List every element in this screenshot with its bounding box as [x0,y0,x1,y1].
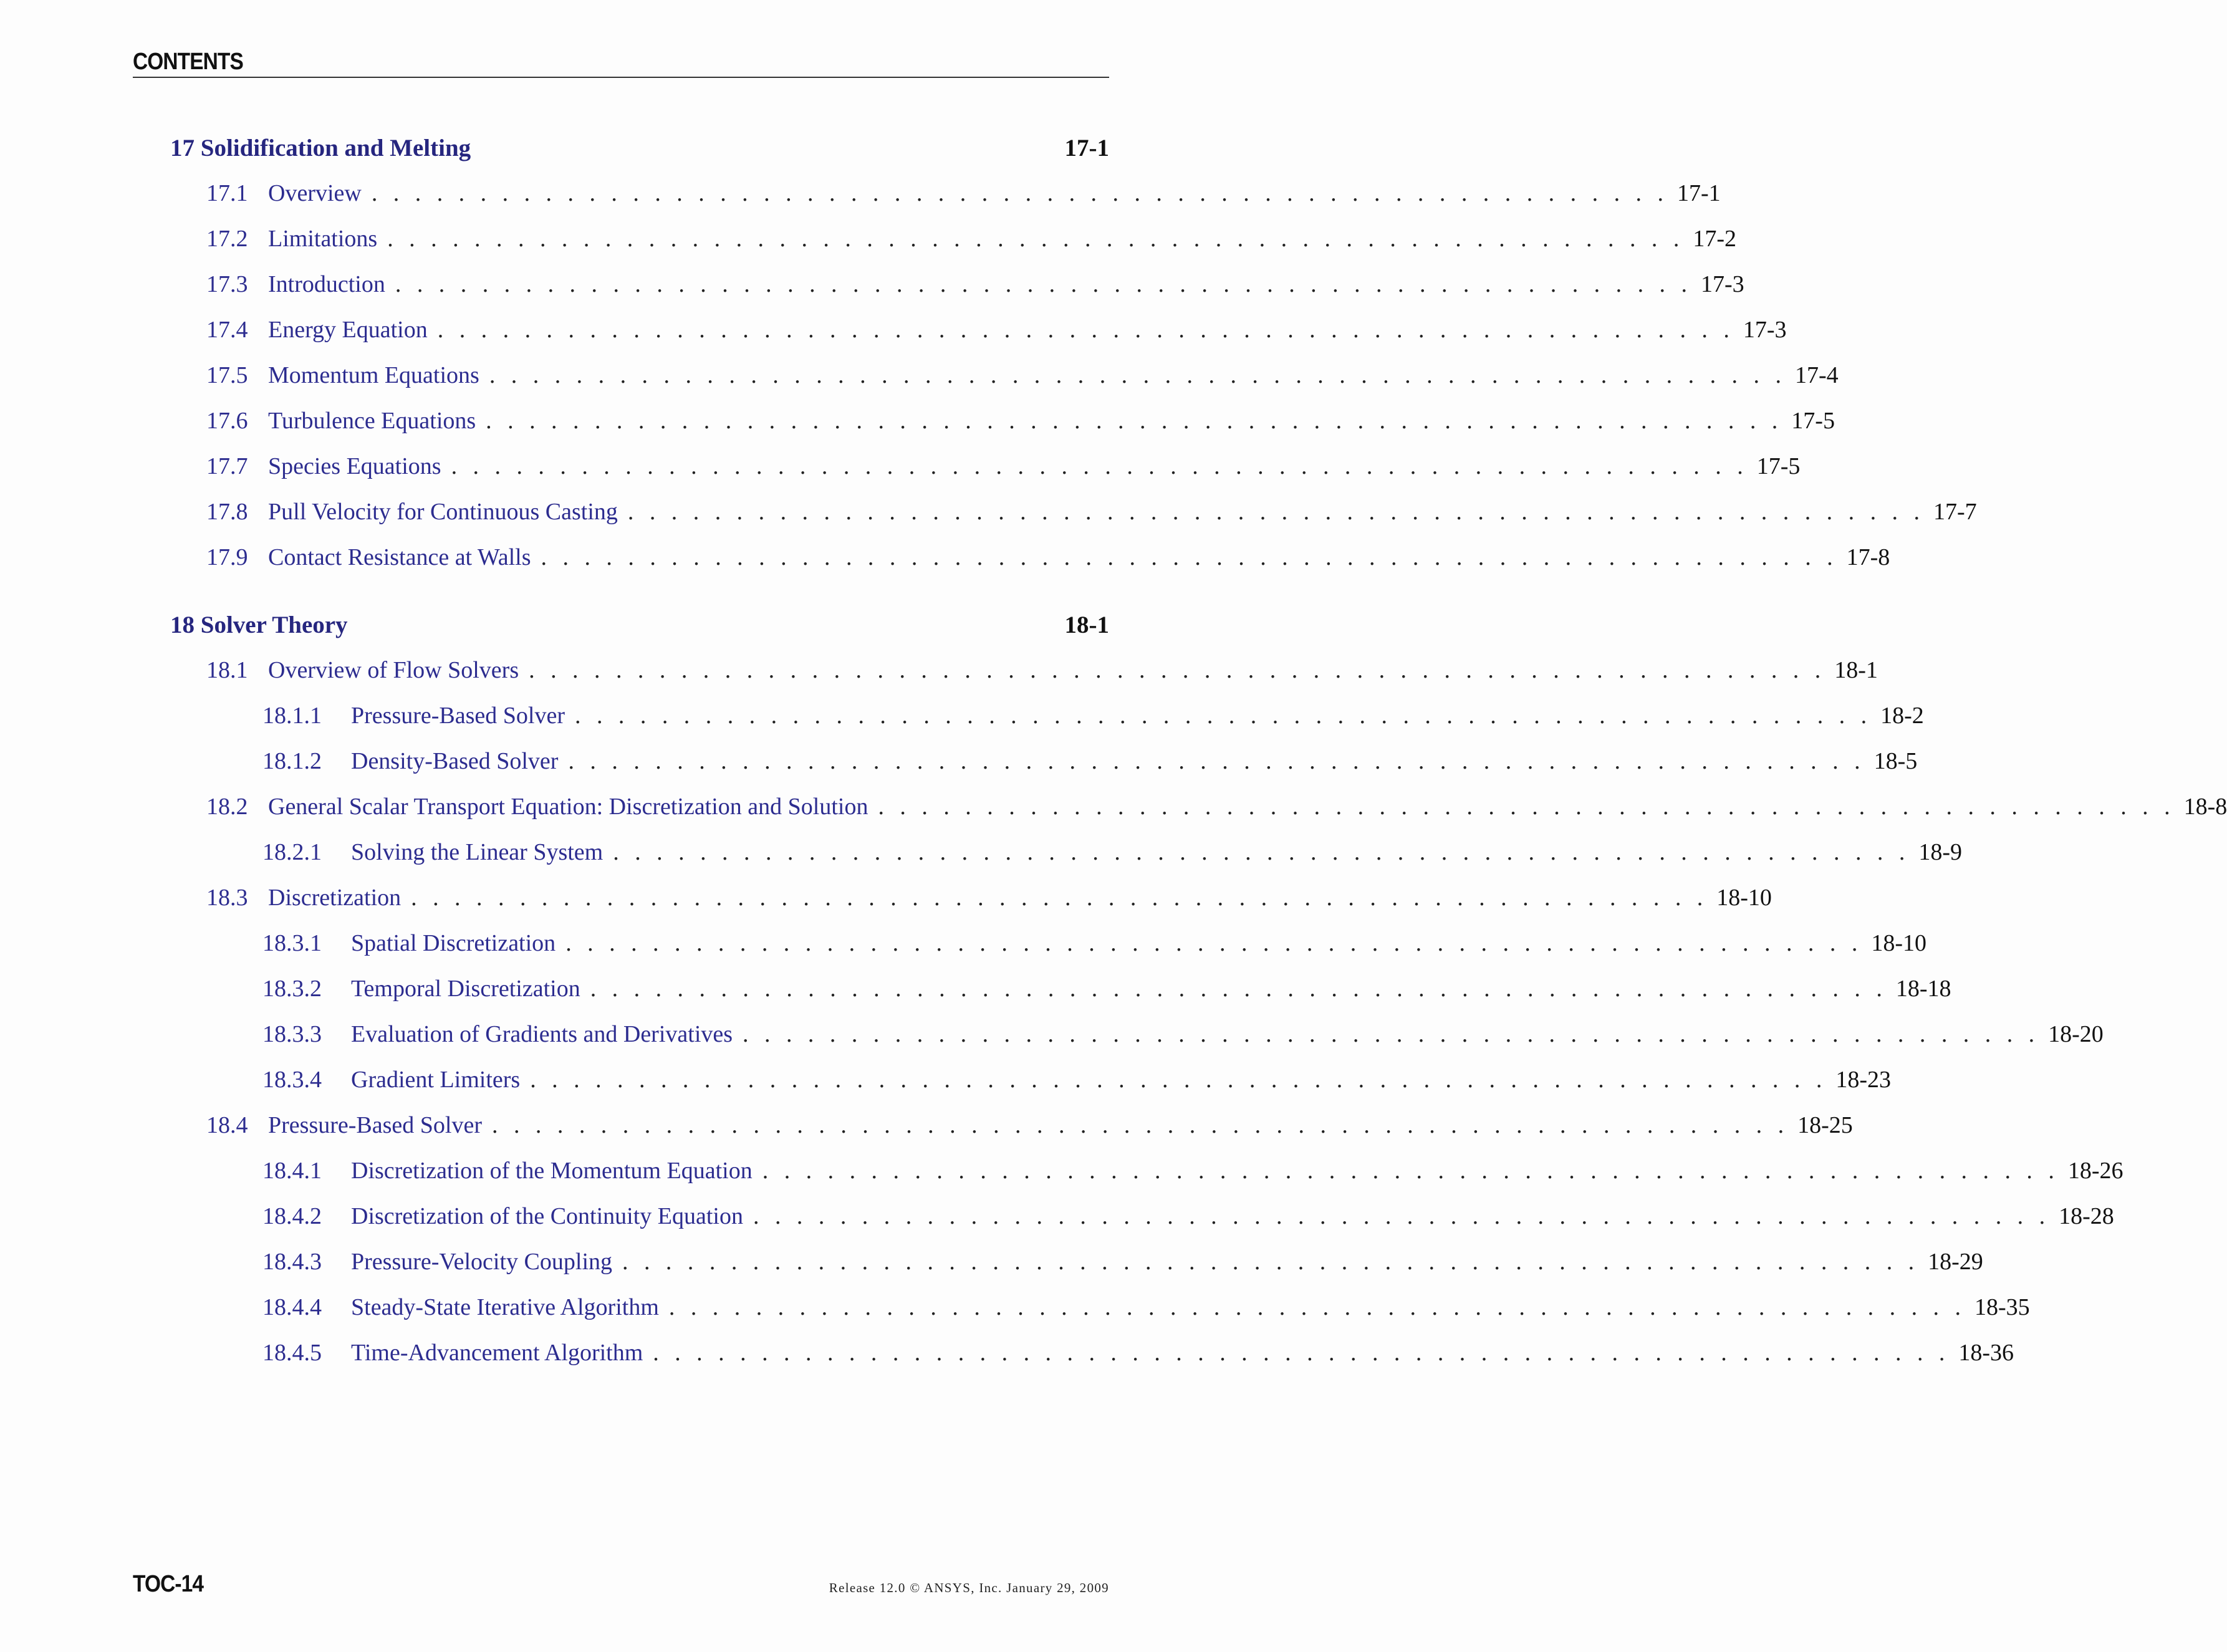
subsection-number: 18.1.1 [262,703,322,729]
section-page: 17-5 [1791,408,1835,434]
section-page: 17-3 [1743,317,1787,343]
section-title: Discretization [268,885,402,911]
toc-entry-17-9[interactable] [206,544,1890,571]
dot-leader: . . . . . . . . . . . . . . . . . . . . . . . . . . . . . . . . . . . . . . . . . . . . . . . . . . . . . . . . . . . . [541,544,1838,570]
section-title: Energy Equation [268,317,428,343]
section-title: Species Equations [268,453,441,479]
running-head: CONTENTS [133,49,243,75]
section-title: Momentum Equations [268,362,479,388]
dot-leader: . . . . . . . . . . . . . . . . . . . . . . . . . . . . . . . . . . . . . . . . . . . . . . . . . . . . . . . . . . . . [762,1158,2059,1184]
dot-leader: . . . . . . . . . . . . . . . . . . . . . . . . . . . . . . . . . . . . . . . . . . . . . . . . . . . . . . . . . . . . [622,1249,1920,1275]
dot-leader: . . . . . . . . . . . . . . . . . . . . . . . . . . . . . . . . . . . . . . . . . . . . . . . . . . . . . . . . . . . . [437,317,1734,343]
chapter-page: 17-1 [1064,135,1109,161]
section-title: Overview [268,180,362,206]
footer-page-label: TOC-14 [133,1571,204,1597]
dot-leader: . . . . . . . . . . . . . . . . . . . . . . . . . . . . . . . . . . . . . . . . . . . . . . . . . . . . . . . . . . . . [451,453,1748,479]
section-number: 17.2 [206,226,248,252]
subsection-page: 18-9 [1918,839,1963,865]
toc-entry-18-1-2[interactable] [262,747,1918,775]
toc-entry-18-3-1[interactable] [262,929,1926,957]
section-page: 18-1 [1834,657,1878,683]
subsection-title: Density-Based Solver [351,748,559,774]
section-page: 17-7 [1933,499,1977,525]
subsection-page: 18-26 [2067,1158,2124,1184]
dot-leader: . . . . . . . . . . . . . . . . . . . . . . . . . . . . . . . . . . . . . . . . . . . . . . . . . . . . . . . . . . . . [613,839,1910,865]
header-rule [133,77,1109,78]
dot-leader: . . . . . . . . . . . . . . . . . . . . . . . . . . . . . . . . . . . . . . . . . . . . . . . . . . . . . . . . . . . . [491,1112,1789,1138]
subsection-number: 18.3.4 [262,1067,322,1093]
toc-entry-17-5[interactable] [206,362,1839,389]
subsection-title: Evaluation of Gradients and Derivatives [351,1021,733,1047]
section-number: 17.7 [206,453,248,479]
section-title: Pull Velocity for Continuous Casting [268,499,618,525]
section-number: 17.9 [206,544,248,570]
section-title: Pressure-Based Solver [268,1112,482,1138]
subsection-number: 18.1.2 [262,748,322,774]
toc-entry-17-6[interactable] [206,407,1835,435]
section-page: 17-5 [1756,453,1801,479]
footer-release: Release 12.0 © ANSYS, Inc. January 29, 2009 [829,1580,1109,1595]
subsection-number: 18.4.4 [262,1294,322,1320]
dot-leader: . . . . . . . . . . . . . . . . . . . . . . . . . . . . . . . . . . . . . . . . . . . . . . . . . . . . . . . . . . . . [753,1203,2051,1229]
section-number: 17.3 [206,271,248,297]
toc-entry-18-4-1[interactable] [262,1157,2124,1184]
dot-leader: . . . . . . . . . . . . . . . . . . . . . . . . . . . . . . . . . . . . . . . . . . . . . . . . . . . . . . . . . . . . [668,1294,1966,1320]
subsection-title: Steady-State Iterative Algorithm [351,1294,659,1320]
section-title: Introduction [268,271,385,297]
section-number: 18.2 [206,794,248,820]
toc-entry-17-2[interactable] [206,225,1736,252]
section-page: 18-25 [1797,1112,1853,1138]
section-page: 17-1 [1676,180,1721,206]
subsection-page: 18-23 [1835,1067,1891,1093]
dot-leader: . . . . . . . . . . . . . . . . . . . . . . . . . . . . . . . . . . . . . . . . . . . . . . . . . . . . . . . . . . . . [743,1021,2040,1047]
toc-entry-18-3-4[interactable] [262,1066,1891,1093]
toc-entry-17-7[interactable] [206,453,1801,480]
chapter-entry-17[interactable] [170,134,1109,162]
subsection-title: Pressure-Based Solver [351,703,565,729]
section-number: 17.5 [206,362,248,388]
subsection-page: 18-36 [1958,1340,2014,1366]
dot-leader: . . . . . . . . . . . . . . . . . . . . . . . . . . . . . . . . . . . . . . . . . . . . . . . . . . . . . . . . . . . . [395,271,1692,297]
dot-leader: . . . . . . . . . . . . . . . . . . . . . . . . . . . . . . . . . . . . . . . . . . . . . . . . . . . . . . . . . . . . [574,703,1872,729]
toc-entry-18-4-5[interactable] [262,1339,2014,1366]
section-title: General Scalar Transport Equation: Discretization and Solution [268,794,868,820]
section-number: 17.6 [206,408,248,434]
section-title: Contact Resistance at Walls [268,544,531,570]
toc-entry-18-3-2[interactable] [262,975,1951,1002]
subsection-page: 18-10 [1871,930,1926,956]
subsection-number: 18.2.1 [262,839,322,865]
toc-entry-18-4-4[interactable] [262,1294,2030,1321]
toc-entry-18-4-2[interactable] [262,1203,2114,1230]
subsection-title: Spatial Discretization [351,930,556,956]
subsection-title: Discretization of the Continuity Equation [351,1203,743,1229]
chapter-title: 17 Solidification and Melting [170,135,471,161]
toc-entry-18-3[interactable] [206,884,1772,911]
subsection-number: 18.4.1 [262,1158,322,1184]
subsection-title: Temporal Discretization [351,976,580,1002]
subsection-number: 18.4.5 [262,1340,322,1366]
section-number: 18.1 [206,657,248,683]
section-page: 18-8 [2183,794,2227,820]
chapter-entry-18[interactable] [170,611,1109,639]
dot-leader: . . . . . . . . . . . . . . . . . . . . . . . . . . . . . . . . . . . . . . . . . . . . . . . . . . . . . . . . . . . . [411,885,1708,911]
chapter-page: 18-1 [1064,612,1109,638]
dot-leader: . . . . . . . . . . . . . . . . . . . . . . . . . . . . . . . . . . . . . . . . . . . . . . . . . . . . . . . . . . . . [530,1067,1827,1093]
subsection-page: 18-29 [1928,1249,1983,1275]
subsection-number: 18.4.3 [262,1249,322,1275]
toc-entry-18-2-1[interactable] [262,838,1963,866]
subsection-number: 18.4.2 [262,1203,322,1229]
subsection-page: 18-2 [1880,703,1924,729]
dot-leader: . . . . . . . . . . . . . . . . . . . . . . . . . . . . . . . . . . . . . . . . . . . . . . . . . . . . . . . . . . . . [387,226,1685,252]
toc-entry-18-3-3[interactable] [262,1020,2104,1048]
chapter-title: 18 Solver Theory [170,612,348,638]
section-page: 17-4 [1794,362,1839,388]
subsection-title: Discretization of the Momentum Equation [351,1158,753,1184]
toc-entry-18-4-3[interactable] [262,1248,1983,1275]
dot-leader: . . . . . . . . . . . . . . . . . . . . . . . . . . . . . . . . . . . . . . . . . . . . . . . . . . . . . . . . . . . . [489,362,1786,388]
subsection-number: 18.3.2 [262,976,322,1002]
subsection-page: 18-28 [2059,1203,2114,1229]
toc-entry-17-8[interactable] [206,498,1977,526]
dot-leader: . . . . . . . . . . . . . . . . . . . . . . . . . . . . . . . . . . . . . . . . . . . . . . . . . . . . . . . . . . . . [653,1340,1950,1366]
dot-leader: . . . . . . . . . . . . . . . . . . . . . . . . . . . . . . . . . . . . . . . . . . . . . . . . . . . . . . . . . . . . [590,976,1887,1002]
section-title: Turbulence Equations [268,408,476,434]
section-title: Overview of Flow Solvers [268,657,519,683]
dot-leader: . . . . . . . . . . . . . . . . . . . . . . . . . . . . . . . . . . . . . . . . . . . . . . . . . . . . . . . . . . . . [486,408,1783,434]
dot-leader: . . . . . . . . . . . . . . . . . . . . . . . . . . . . . . . . . . . . . . . . . . . . . . . . . . . . . . . . . . . . [878,794,2175,820]
section-number: 17.8 [206,499,248,525]
section-number: 18.4 [206,1112,248,1138]
section-page: 17-2 [1693,226,1736,252]
dot-leader: . . . . . . . . . . . . . . . . . . . . . . . . . . . . . . . . . . . . . . . . . . . . . . . . . . . . . . . . . . . . [371,180,1668,206]
dot-leader: . . . . . . . . . . . . . . . . . . . . . . . . . . . . . . . . . . . . . . . . . . . . . . . . . . . . . . . . . . . . [627,499,1925,525]
toc-entry-18-4[interactable] [206,1112,1853,1139]
section-title: Limitations [268,226,378,252]
toc-entry-17-3[interactable] [206,271,1744,298]
subsection-number: 18.3.3 [262,1021,322,1047]
section-number: 18.3 [206,885,248,911]
toc-entry-17-1[interactable] [206,180,1721,207]
dot-leader: . . . . . . . . . . . . . . . . . . . . . . . . . . . . . . . . . . . . . . . . . . . . . . . . . . . . . . . . . . . . [565,930,1863,956]
subsection-title: Solving the Linear System [351,839,604,865]
section-page: 17-8 [1846,544,1890,570]
subsection-title: Time-Advancement Algorithm [351,1340,643,1366]
toc-entry-18-1[interactable] [206,656,1878,684]
subsection-page: 18-20 [2048,1021,2104,1047]
section-number: 17.4 [206,317,248,343]
toc-entry-17-4[interactable] [206,316,1787,343]
subsection-title: Gradient Limiters [351,1067,521,1093]
subsection-page: 18-5 [1873,748,1918,774]
subsection-title: Pressure-Velocity Coupling [351,1249,613,1275]
dot-leader: . . . . . . . . . . . . . . . . . . . . . . . . . . . . . . . . . . . . . . . . . . . . . . . . . . . . . . . . . . . . [568,748,1865,774]
section-page: 17-3 [1700,271,1744,297]
dot-leader: . . . . . . . . . . . . . . . . . . . . . . . . . . . . . . . . . . . . . . . . . . . . . . . . . . . . . . . . . . . . [529,657,1826,683]
section-page: 18-10 [1716,885,1772,911]
toc-entry-18-1-1[interactable] [262,702,1924,729]
section-number: 17.1 [206,180,248,206]
subsection-page: 18-18 [1895,976,1951,1002]
subsection-number: 18.3.1 [262,930,322,956]
toc-entry-18-2[interactable] [206,793,2227,820]
subsection-page: 18-35 [1974,1294,2030,1320]
